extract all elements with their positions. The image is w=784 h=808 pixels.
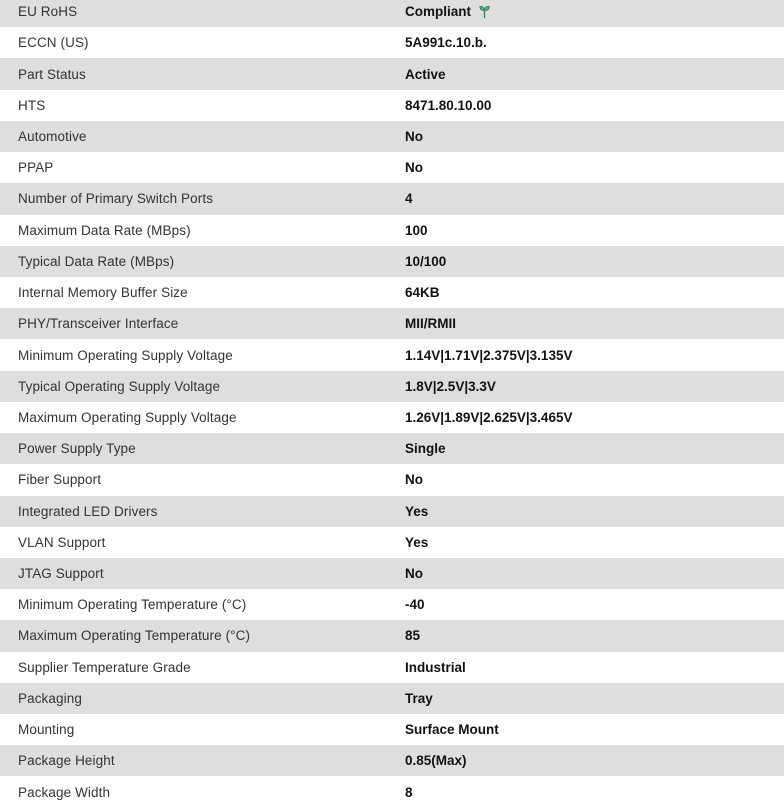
leaf-icon: [477, 4, 492, 19]
spec-value-text: 5A991c.10.b.: [405, 35, 487, 51]
spec-attribute-label: JTAG Support: [18, 566, 104, 582]
spec-attribute-value: [405, 4, 784, 19]
spec-value-text: 64KB: [405, 285, 440, 301]
table-row: [0, 402, 784, 433]
spec-value-text: Compliant: [405, 4, 471, 20]
table-row: [0, 558, 784, 589]
spec-value-text: 1.8V|2.5V|3.3V: [405, 378, 496, 394]
table-row: [0, 589, 784, 620]
spec-attribute-value: [405, 628, 784, 643]
spec-attribute-value: [405, 691, 784, 706]
spec-attribute-label: Minimum Operating Supply Voltage: [18, 347, 233, 363]
spec-attribute-value: [405, 597, 784, 612]
spec-value-text: 1.14V|1.71V|2.375V|3.135V: [405, 347, 573, 363]
spec-value-text: No: [405, 472, 423, 488]
table-row: [0, 308, 784, 339]
table-row: [0, 527, 784, 558]
spec-attribute-value: [405, 722, 784, 737]
spec-attribute-label: Integrated LED Drivers: [18, 503, 158, 519]
spec-attribute-value: [405, 98, 784, 113]
table-row: [0, 277, 784, 308]
spec-value-text: 100: [405, 222, 428, 238]
spec-attribute-label: Minimum Operating Temperature (°C): [18, 597, 247, 613]
spec-attribute-label: EU RoHS: [18, 4, 78, 20]
table-row: [0, 496, 784, 527]
spec-attribute-value: [405, 504, 784, 519]
spec-value-text: Yes: [405, 503, 429, 519]
spec-attribute-value: [405, 191, 784, 206]
spec-attribute-label: VLAN Support: [18, 534, 106, 550]
spec-value-text: Surface Mount: [405, 722, 499, 738]
spec-attribute-label: HTS: [18, 97, 46, 113]
spec-attribute-value: [405, 67, 784, 82]
spec-attribute-value: [405, 566, 784, 581]
spec-attribute-label: Package Height: [18, 753, 115, 769]
spec-value-text: 0.85(Max): [405, 753, 467, 769]
spec-attribute-label: Automotive: [18, 128, 87, 144]
spec-attribute-label: Part Status: [18, 66, 86, 82]
table-row: [0, 745, 784, 776]
spec-attribute-value: [405, 753, 784, 768]
spec-value-text: 10/100: [405, 253, 447, 269]
table-row: [0, 620, 784, 651]
spec-value-text: -40: [405, 597, 425, 613]
spec-attribute-value: [405, 254, 784, 269]
table-row: [0, 0, 784, 27]
spec-attribute-label: Maximum Operating Supply Voltage: [18, 409, 237, 425]
table-row: [0, 183, 784, 214]
table-row: [0, 246, 784, 277]
spec-attribute-label: Package Width: [18, 784, 111, 800]
spec-attribute-label: Number of Primary Switch Ports: [18, 191, 214, 207]
spec-attribute-value: [405, 410, 784, 425]
table-row: [0, 683, 784, 714]
spec-value-text: Industrial: [405, 659, 466, 675]
spec-attribute-label: Fiber Support: [18, 472, 102, 488]
table-row: [0, 215, 784, 246]
spec-attribute-value: [405, 785, 784, 800]
spec-value-text: Single: [405, 441, 446, 457]
spec-value-text: 4: [405, 191, 413, 207]
spec-attribute-label: Packaging: [18, 690, 82, 706]
table-row: [0, 714, 784, 745]
spec-value-text: Tray: [405, 690, 433, 706]
spec-attribute-value: [405, 129, 784, 144]
spec-attribute-label: PPAP: [18, 160, 54, 176]
spec-attribute-value: [405, 160, 784, 175]
spec-attribute-label: PHY/Transceiver Interface: [18, 316, 179, 332]
table-row: [0, 152, 784, 183]
spec-attribute-value: [405, 441, 784, 456]
spec-value-text: No: [405, 128, 423, 144]
table-row: [0, 121, 784, 152]
spec-value-text: 8: [405, 784, 413, 800]
spec-attribute-label: Internal Memory Buffer Size: [18, 285, 188, 301]
table-row: [0, 433, 784, 464]
table-row: [0, 371, 784, 402]
spec-attribute-value: [405, 35, 784, 50]
spec-attribute-label: Power Supply Type: [18, 441, 136, 457]
spec-attribute-value: [405, 285, 784, 300]
spec-attribute-value: [405, 316, 784, 331]
spec-attribute-label: Supplier Temperature Grade: [18, 659, 191, 675]
spec-attribute-label: Typical Operating Supply Voltage: [18, 378, 221, 394]
table-row: [0, 652, 784, 683]
spec-value-text: Active: [405, 66, 446, 82]
spec-attribute-value: [405, 348, 784, 363]
spec-attribute-label: ECCN (US): [18, 35, 89, 51]
spec-attribute-value: [405, 535, 784, 550]
spec-attribute-label: Maximum Operating Temperature (°C): [18, 628, 251, 644]
spec-attribute-value: [405, 223, 784, 238]
table-row: [0, 339, 784, 370]
spec-value-text: 8471.80.10.00: [405, 97, 492, 113]
table-row: [0, 464, 784, 495]
spec-value-text: 85: [405, 628, 421, 644]
spec-attribute-label: Mounting: [18, 722, 75, 738]
spec-attribute-label: Typical Data Rate (MBps): [18, 253, 175, 269]
table-row: [0, 90, 784, 121]
spec-value-text: Yes: [405, 534, 429, 550]
spec-value-text: No: [405, 566, 423, 582]
table-row: [0, 27, 784, 58]
spec-attribute-value: [405, 379, 784, 394]
spec-attribute-value: [405, 472, 784, 487]
spec-attribute-value: [405, 660, 784, 675]
spec-value-text: MII/RMII: [405, 316, 456, 332]
spec-value-text: 1.26V|1.89V|2.625V|3.465V: [405, 409, 573, 425]
spec-attribute-label: Maximum Data Rate (MBps): [18, 222, 191, 238]
spec-value-text: No: [405, 160, 423, 176]
table-row: [0, 776, 784, 807]
table-row: [0, 58, 784, 89]
